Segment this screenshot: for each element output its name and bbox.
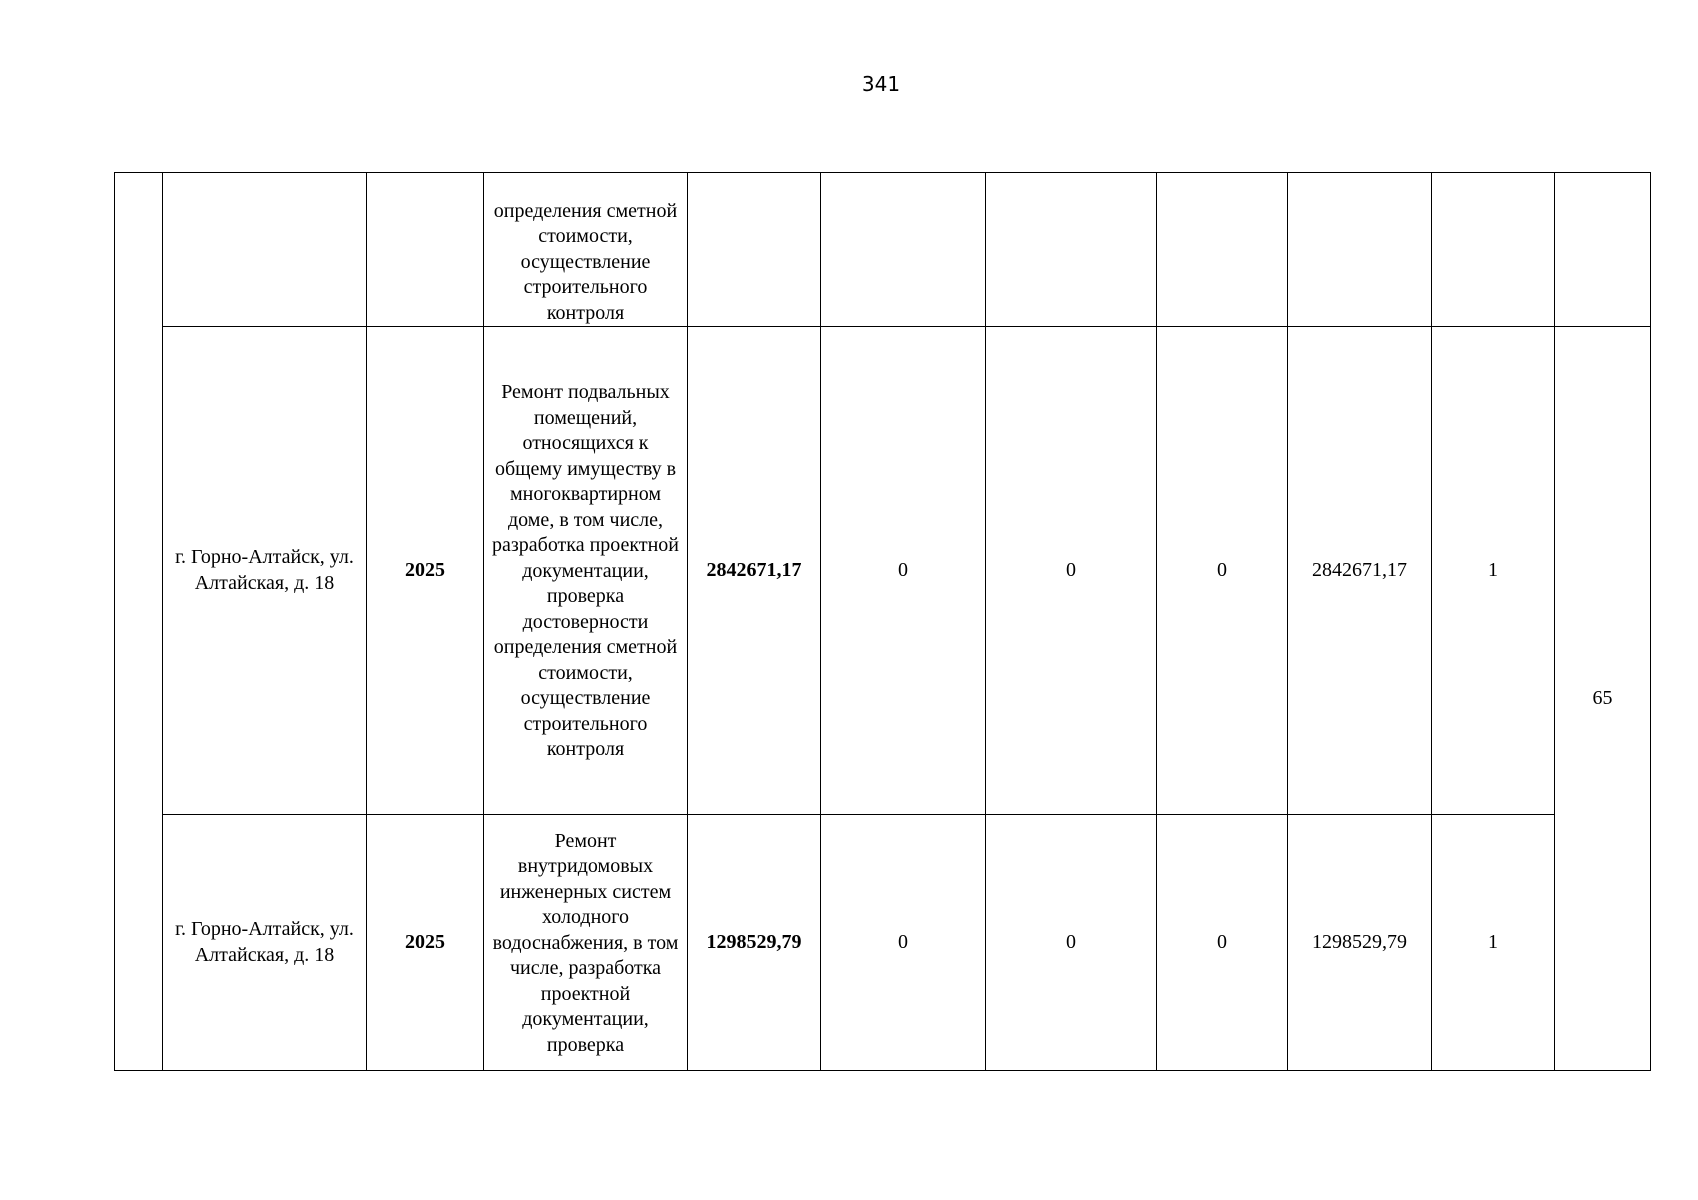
page-number: 341 [861,72,901,96]
work-type-cell: Ремонт внутридомовых инженерных систем холодного водоснабжения, в том числе, разработка проектной документации, проверка [484,815,688,1071]
year-cell: 2025 [367,815,484,1071]
work-type-cell: определения сметной стоимости, осуществление строительного контроля [484,173,688,327]
total-cost-cell [688,173,821,327]
year-cell: 2025 [367,327,484,815]
cost-cell [986,173,1157,327]
table-row [115,173,1651,327]
address-cell: г. Горно-Алтайск, ул. Алтайская, д. 18 [163,327,367,815]
year-cell [367,173,484,327]
cost-cell: 0 [1157,815,1288,1071]
group-number-cell: 65 [1555,327,1651,1071]
cost-cell [1288,173,1432,327]
table-row [115,327,1651,815]
cost-cell: 0 [821,815,986,1071]
address-cell [163,173,367,327]
row-number-cell [115,173,163,1071]
cost-cell [821,173,986,327]
cost-cell: 1298529,79 [1288,815,1432,1071]
count-cell: 1 [1432,327,1555,815]
cost-cell: 0 [821,327,986,815]
count-cell [1432,173,1555,327]
cost-cell: 0 [1157,327,1288,815]
cost-cell: 0 [986,815,1157,1071]
cost-cell [1157,173,1288,327]
work-type-cell: Ремонт подвальных помещений, относящихся к общему имуществу в многоквартирном доме, в том числе, разработка проектной документации, проверка достоверности определения сметной стоимости, осуществление строительного контроля [484,327,688,815]
group-cell-top [1555,173,1651,327]
address-cell: г. Горно-Алтайск, ул. Алтайская, д. 18 [163,815,367,1071]
cost-cell: 0 [986,327,1157,815]
total-cost-cell: 2842671,17 [688,327,821,815]
data-table [114,172,1651,1071]
total-cost-cell: 1298529,79 [688,815,821,1071]
cost-cell: 2842671,17 [1288,327,1432,815]
table-row [115,815,1651,1071]
count-cell: 1 [1432,815,1555,1071]
